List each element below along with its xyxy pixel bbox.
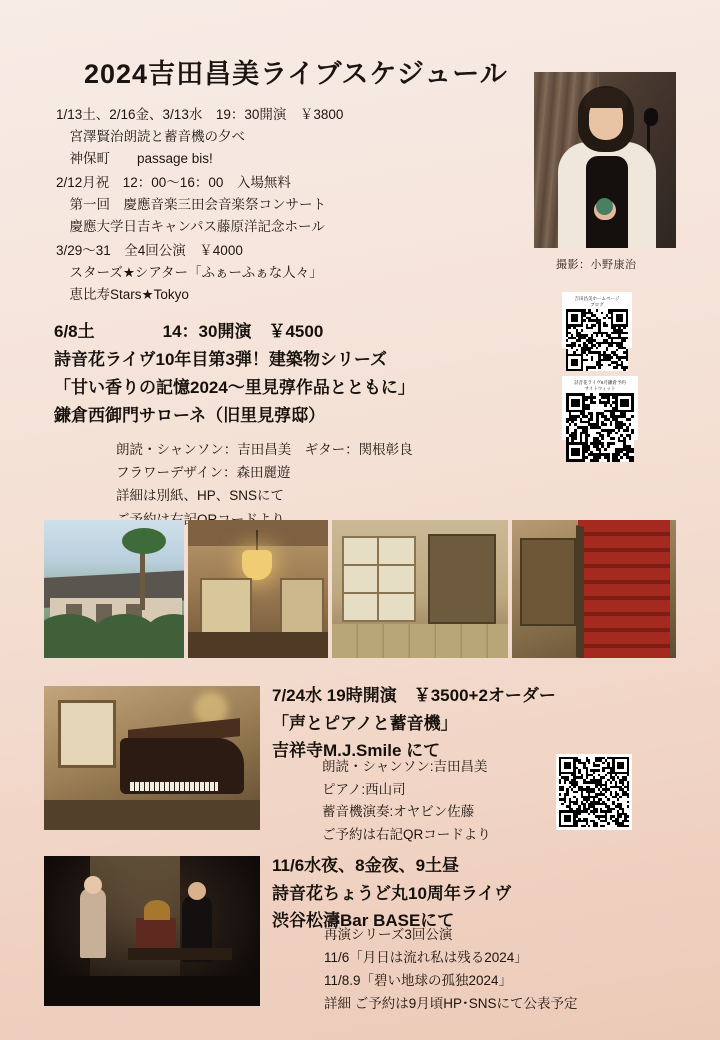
photo-piano-room [44, 686, 260, 830]
qr-homepage-blog-label: 吉田昌美ホームページ ブログ [574, 296, 620, 307]
photo-tatami-room [332, 520, 508, 658]
performer-left-body [80, 888, 106, 958]
event-724-details: 朗読・シャンソン:吉田昌美 ピアノ:西山司 蓄音機演奏:オヤビン佐藤 ご予約は右記QRコードより [322, 759, 491, 843]
qr-june-kamakura-reservation[interactable] [562, 376, 638, 440]
tatami-floor [332, 624, 508, 658]
photo-red-staircase [512, 520, 676, 658]
photo-credit: 撮影：小野康治 [556, 259, 637, 271]
pendant-lamp-icon [242, 550, 272, 580]
performer-photo [534, 72, 676, 248]
performer-left-head [84, 876, 102, 894]
window-shape [280, 578, 324, 634]
shoji-rail [344, 592, 414, 594]
schedule-entry-march: 3/29〜31 全4回公演 ￥4000 スターズ★シアター「ふぁーふぁな人々」 恵比寿Stars★Tokyo [56, 243, 323, 302]
qr-homepage-blog[interactable] [562, 292, 632, 348]
lamp-cord [256, 530, 258, 552]
qr-july-reservation-pattern [559, 757, 629, 827]
floor-shape [44, 800, 260, 830]
window-shape [200, 578, 252, 634]
photo-exterior-house [44, 520, 184, 658]
main-event-details: 朗読・シャンソン：吉田昌美 ギター：関根彰良 フラワーデザイン：森田麗遊 詳細は別紙、HP、SNSにて [116, 442, 413, 504]
stage-table [128, 948, 232, 960]
page-title: 2024吉田昌美ライブスケジュール [84, 59, 508, 89]
microphone-icon [644, 108, 658, 126]
palm-frond [122, 528, 166, 554]
window-shape [58, 700, 116, 768]
red-carpet-stairs [578, 520, 670, 658]
photo-figure-bangs [584, 88, 628, 108]
shoji-rail [344, 564, 414, 566]
wooden-door [428, 534, 496, 624]
main-event-headline: 6/8土 14：30開演 ￥4500 詩音花ライヴ10年目第3弾！建築物シリーズ 「甘い香りの記憶2024〜里見弴作品とともに」 鎌倉西御門サローネ（旧里見弴邸） [54, 322, 415, 426]
qr-july-reservation[interactable] [556, 754, 632, 830]
ceiling-shape [188, 520, 328, 546]
qr-june-kamakura-label: 詩音花ライヴ6月鎌倉予約 サイトウィット [574, 380, 626, 391]
piano-keys [130, 782, 218, 791]
photo-stage-duo [44, 856, 260, 1006]
event-116-headline: 11/6水夜、8金夜、9土昼 詩音花ちょうど丸10周年ライヴ 渋谷松濤Bar BASEにて [272, 856, 512, 931]
wall-panel [520, 538, 576, 626]
floor-shape [188, 632, 328, 658]
photo-held-object [596, 198, 613, 215]
shoji-mullion [377, 538, 379, 620]
stage-floor [44, 976, 260, 1006]
photo-interior-lamp [188, 520, 328, 658]
banister-shape [576, 525, 584, 658]
qr-homepage-blog-pattern [566, 309, 628, 371]
gramophone-horn-icon [144, 900, 170, 920]
shoji-screen [342, 536, 416, 622]
qr-june-kamakura-pattern [566, 393, 634, 461]
schedule-entry-february: 2/12月祝 12：00〜16：00 入場無料 第一回 慶應音楽三田会音楽祭コンサート 慶應大学日吉キャンパス藤原洋記念ホール [56, 175, 326, 234]
gramophone-body [136, 918, 176, 950]
event-724-headline: 7/24水 19時開演 ￥3500+2オーダー 「声とピアノと蓄音機」 吉祥寺M.J.Smile にて [272, 686, 556, 761]
event-116-details: 再演シリーズ3回公演 11/6「月日は流れ私は残る2024」 11/8.9「碧い地球の孤独2024」 詳細 ご予約は9月頃HP･SNSにて公表予定 [324, 927, 578, 1011]
performer-right-head [188, 882, 206, 900]
schedule-entry-january: 1/13土、2/16金、3/13水 19：30開演 ￥3800 宮澤賢治朗読と蓄音機の夕べ 神保町 passage bis! [56, 107, 344, 166]
